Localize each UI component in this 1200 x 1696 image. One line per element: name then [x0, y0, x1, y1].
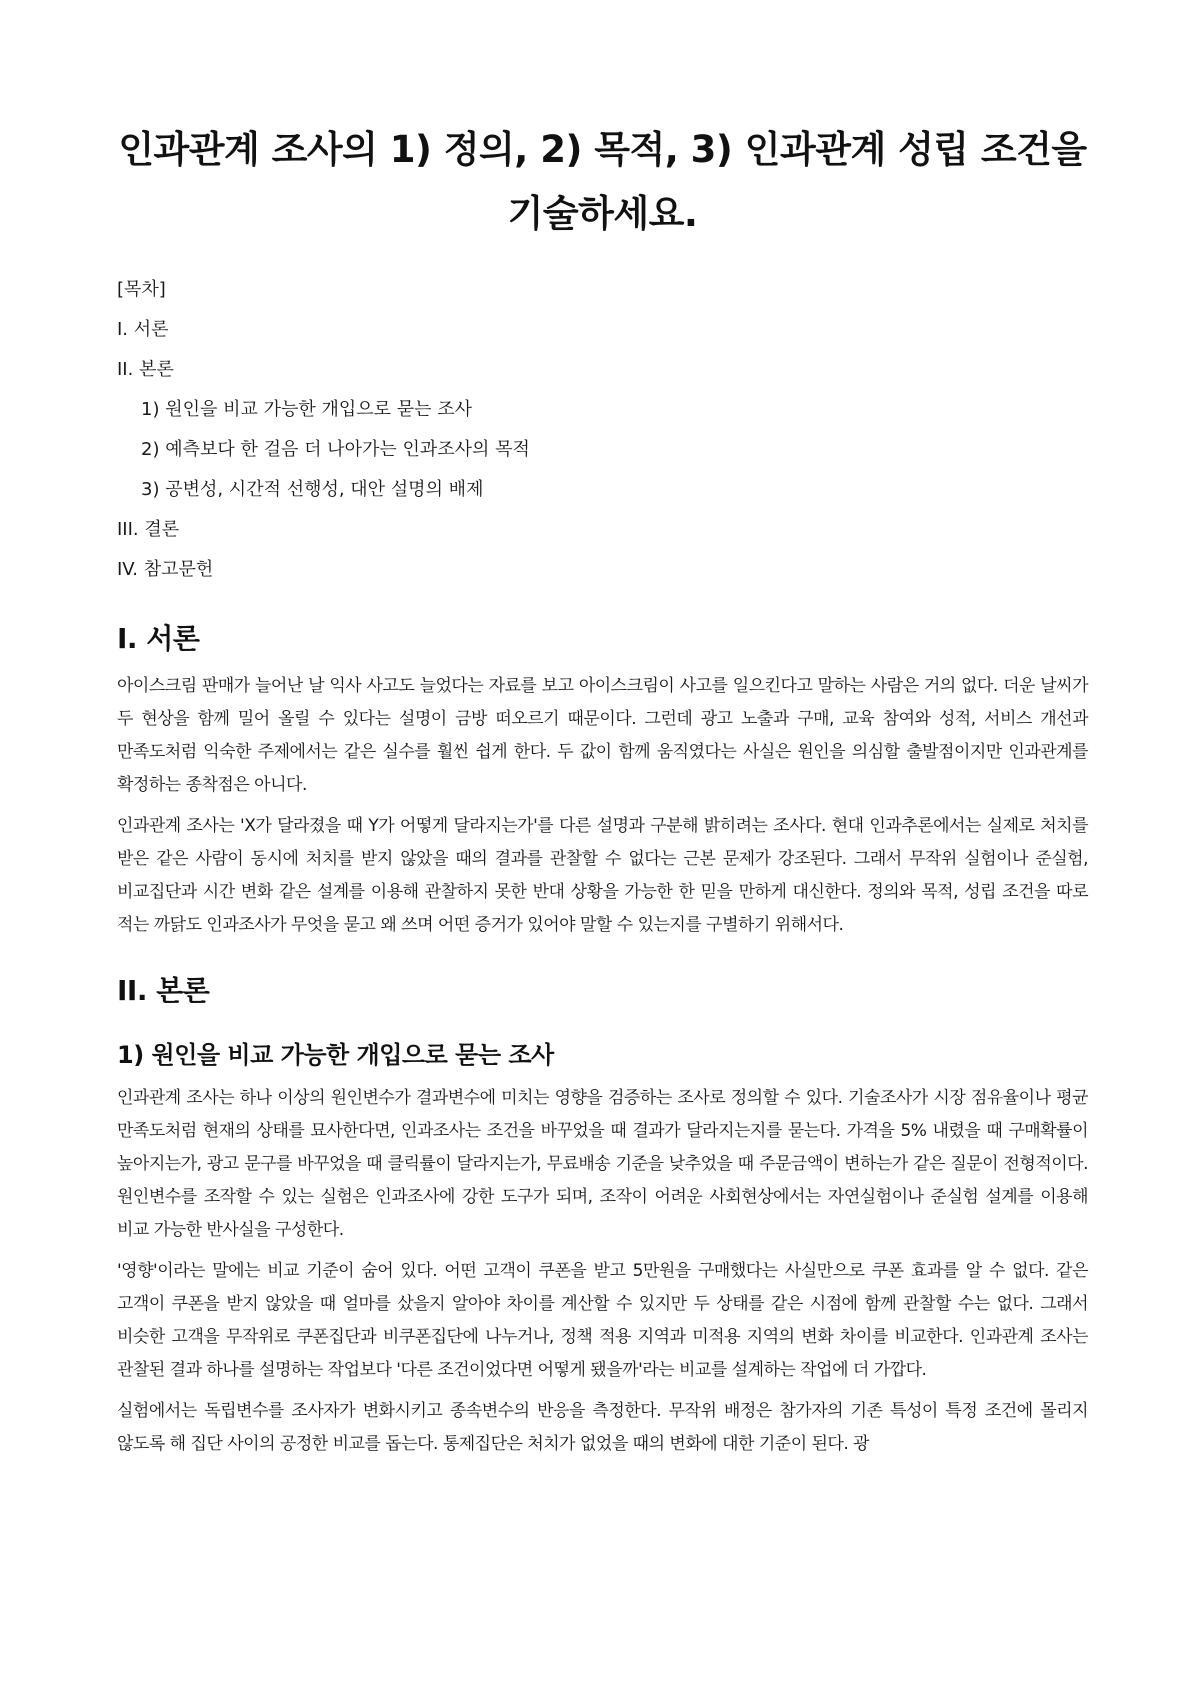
- section-heading: II. 본론: [117, 974, 210, 1007]
- paragraph: 아이스크림 판매가 늘어난 날 익사 사고도 늘었다는 자료를 보고 아이스크림이 사고를 일으킨다고 말하는 사람은 거의 없다. 더운 날씨가 두 현상을 함께 밀어 올릴 수 있다는 설명이 금방 떠오르기 때문이다. 그런데 광고 노출과 구매, 교육 참여와 성적, 서비스 개선과 만족도처럼 익숙한 주제에서는 같은 실수를 훨씬 쉽게 한다. 두 값이 함께 움직였다는 사실은 원인을 의심할 출발점이지만 인과관계를 확정하는 종착점은 아니다.: [117, 676, 1088, 795]
- toc-label: [목차]: [117, 279, 166, 300]
- paragraph: '영향'이라는 말에는 비교 기준이 숨어 있다. 어떤 고객이 쿠폰을 받고 5만원을 구매했다는 사실만으로 쿠폰 효과를 알 수 없다. 같은 고객이 쿠폰을 받지 않았을 때 얼마를 샀을지 알아야 차이를 계산할 수 있지만 두 상태를 같은 시점에 함께 관찰할 수는 없다. 그래서 비슷한 고객을 무작위로 쿠폰집단과 비쿠폰집단에 나누거나, 정책 적용 지역과 미적용 지역의 변화 차이를 비교한다. 인과관계 조사는 관찰된 결과 하나를 설명하는 작업보다 '다른 조건이었다면 어떻게 됐을까'라는 비교를 설계하는 작업에 더 가깝다.: [117, 1261, 1088, 1380]
- toc-item: II. 본론: [117, 359, 174, 380]
- toc-item: IV. 참고문헌: [117, 559, 214, 580]
- section-heading: I. 서론: [117, 622, 200, 655]
- toc-item: I. 서론: [117, 319, 169, 340]
- paragraph: 실험에서는 독립변수를 조사자가 변화시키고 종속변수의 반응을 측정한다. 무작위 배정은 참가자의 기존 특성이 특정 조건에 몰리지 않도록 해 집단 사이의 공정한 비교를 돕는다. 통제집단은 처치가 없었을 때의 변화에 대한 기준이 된다. 광: [117, 1401, 1088, 1454]
- toc-item: III. 결론: [117, 519, 180, 540]
- paragraph: 인과관계 조사는 'X가 달라졌을 때 Y가 어떻게 달라지는가'를 다른 설명과 구분해 밝히려는 조사다. 현대 인과추론에서는 실제로 처치를 받은 같은 사람이 동시에 처치를 받지 않았을 때의 결과를 관찰할 수 없다는 근본 문제가 강조된다. 그래서 무작위 실험이나 준실험, 비교집단과 시간 변화 같은 설계를 이용해 관찰하지 못한 반대 상황을 가능한 한 믿을 만하게 대신한다. 정의와 목적, 성립 조건을 따로 적는 까닭도 인과조사가 무엇을 묻고 왜 쓰며 어떤 증거가 있어야 말할 수 있는지를 구별하기 위해서다.: [117, 816, 1088, 935]
- paragraph: 인과관계 조사는 하나 이상의 원인변수가 결과변수에 미치는 영향을 검증하는 조사로 정의할 수 있다. 기술조사가 시장 점유율이나 평균 만족도처럼 현재의 상태를 묘사한다면, 인과조사는 조건을 바꾸었을 때 결과가 달라지는지를 묻는다. 가격을 5% 내렸을 때 구매확률이 높아지는가, 광고 문구를 바꾸었을 때 클릭률이 달라지는가, 무료배송 기준을 낮추었을 때 주문금액이 변하는가 같은 질문이 전형적이다. 원인변수를 조작할 수 있는 실험은 인과조사에 강한 도구가 되며, 조작이 어려운 사회현상에서는 자연실험이나 준실험 설계를 이용해 비교 가능한 반사실을 구성한다.: [117, 1088, 1088, 1240]
- body-section: [117, 970, 1088, 1461]
- intro-section: [117, 618, 1088, 942]
- document-title: 인과관계 조사의 1) 정의, 2) 목적, 3) 인과관계 성립 조건을 기술하세요.: [118, 128, 1087, 235]
- subsection-heading: 1) 원인을 비교 가능한 개입으로 묻는 조사: [117, 1041, 554, 1069]
- toc-subitem: 3) 공변성, 시간적 선행성, 대안 설명의 배제: [141, 479, 484, 500]
- toc-subitem: 1) 원인을 비교 가능한 개입으로 묻는 조사: [141, 399, 473, 420]
- toc-subitem: 2) 예측보다 한 걸음 더 나아가는 인과조사의 목적: [141, 439, 530, 460]
- table-of-contents: [117, 270, 1088, 590]
